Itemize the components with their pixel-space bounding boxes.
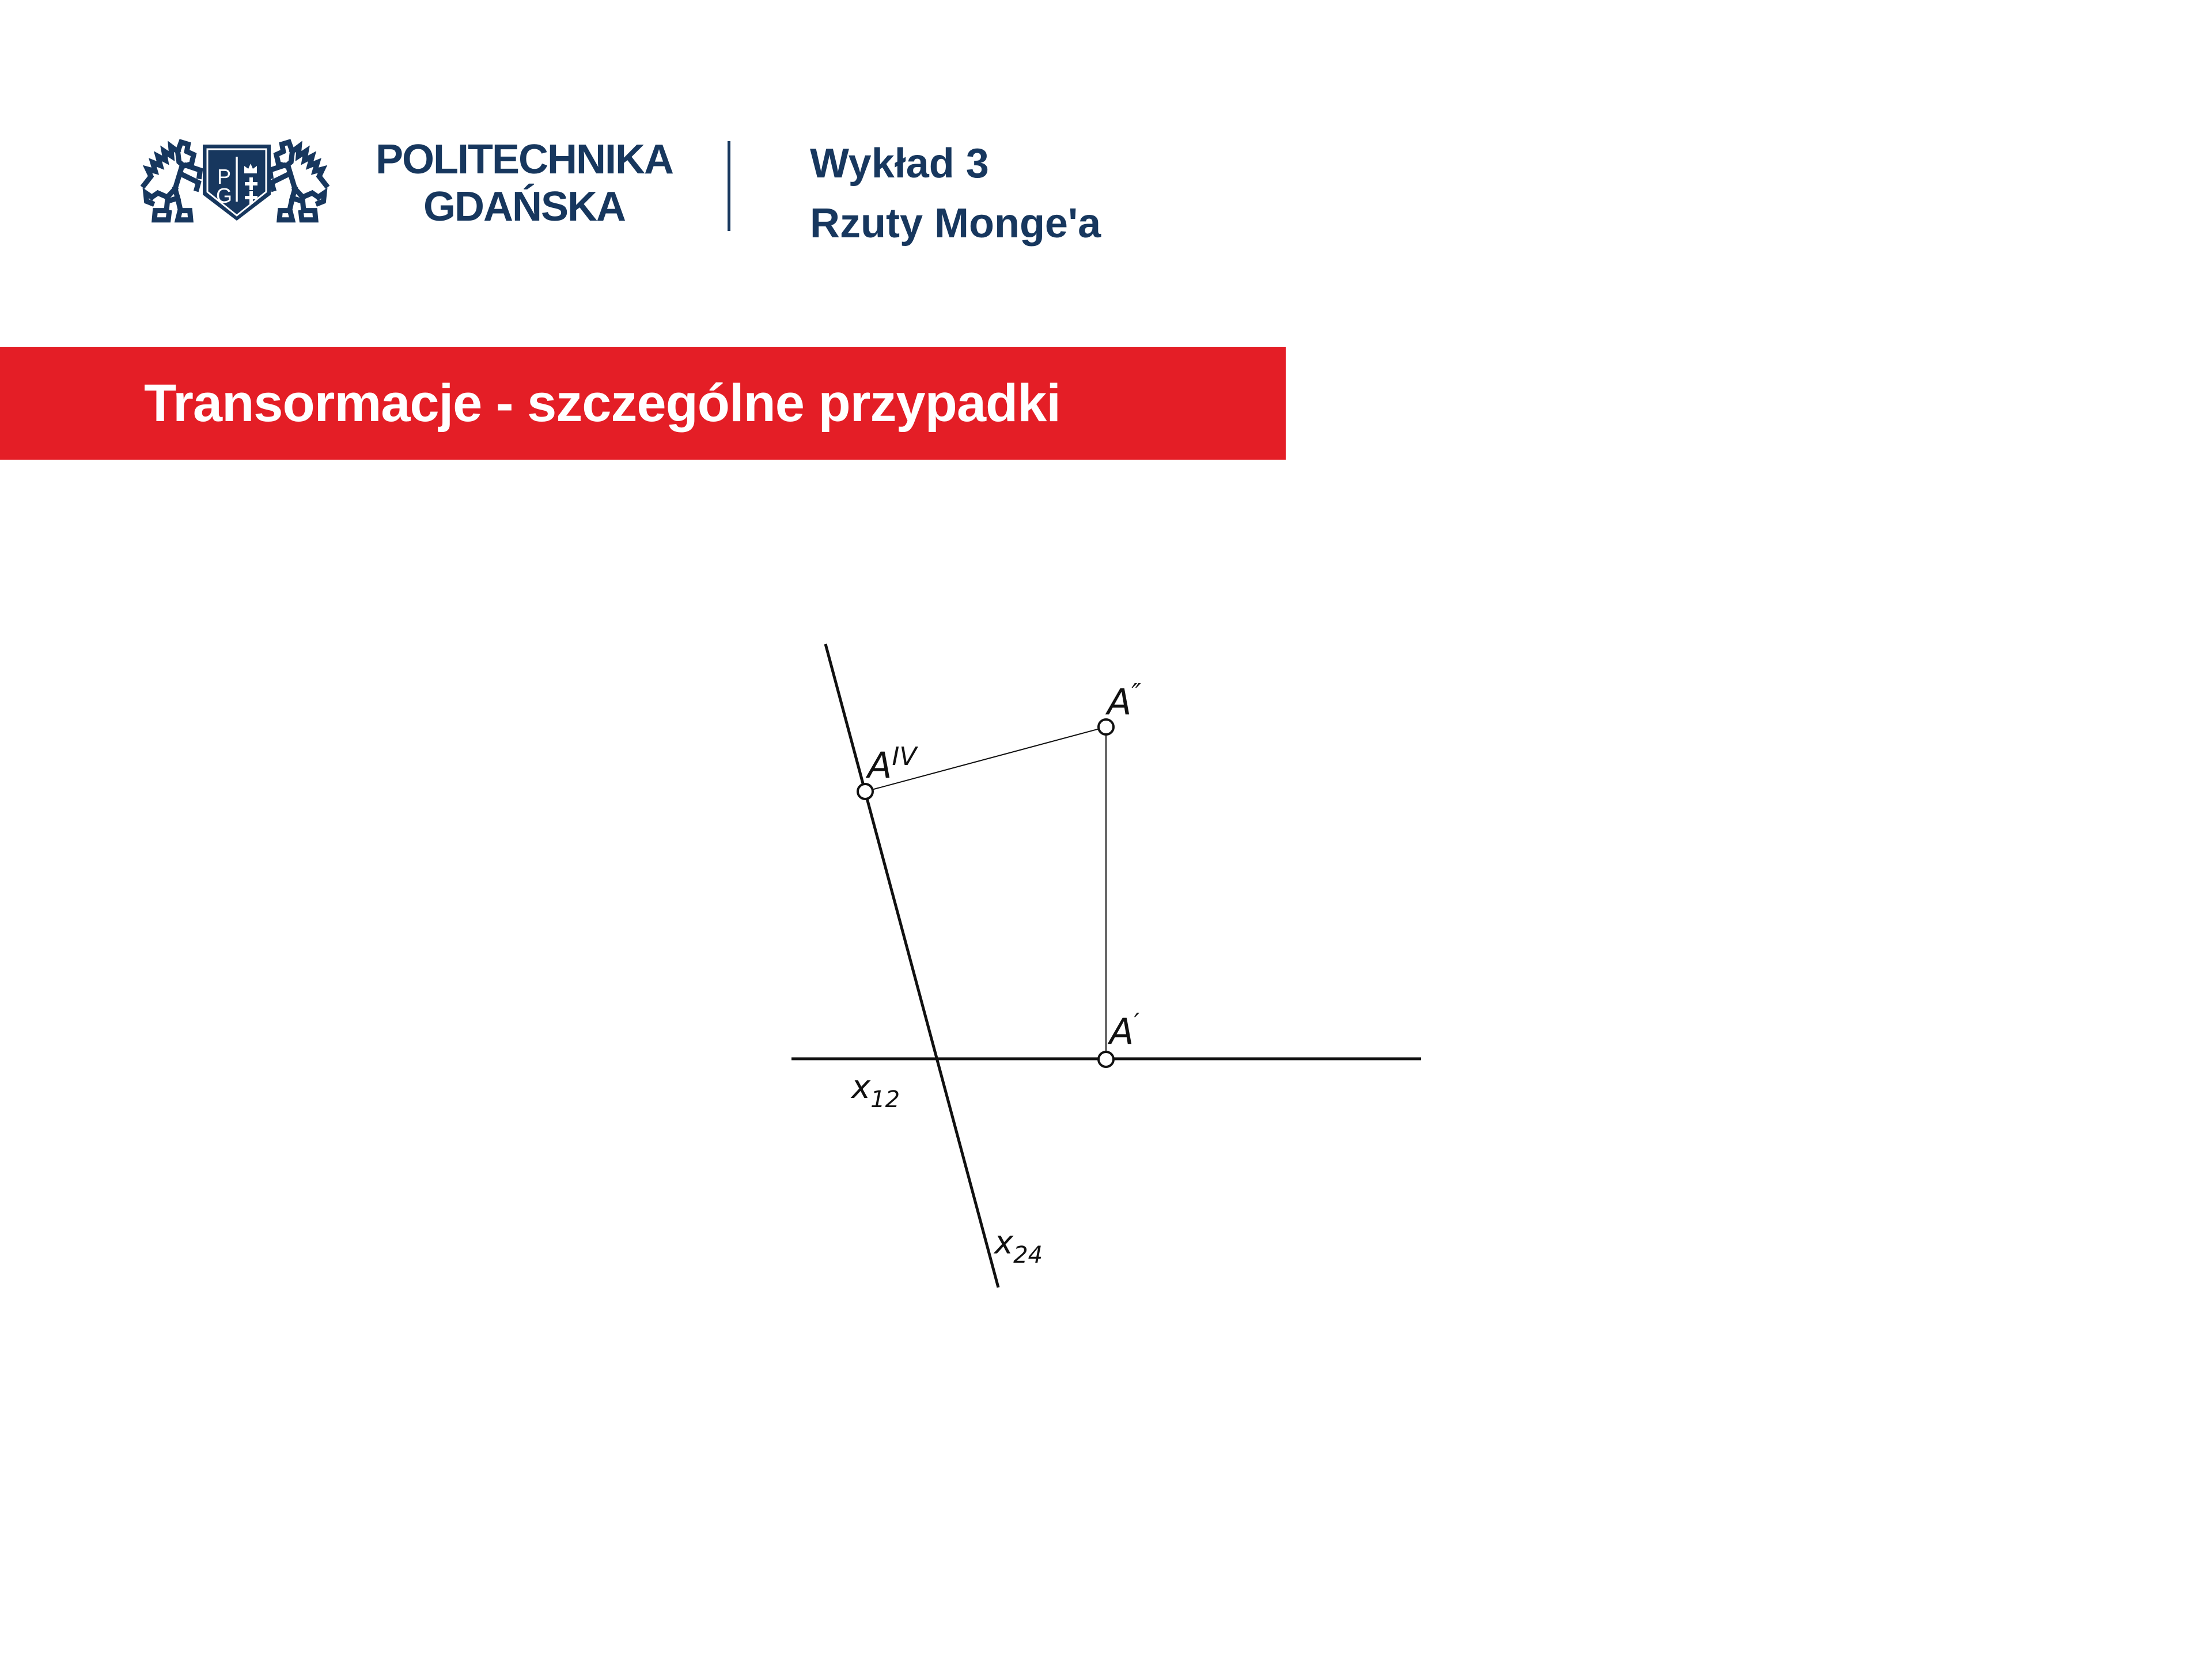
- lecture-title-line1: Wykład 3: [810, 141, 989, 187]
- point-A-fourth-label: $A^{IV}$: [868, 742, 917, 786]
- university-name-line2: GDAŃSKA: [423, 184, 625, 230]
- label-x12: $x_{12}$: [851, 1069, 900, 1113]
- section-banner-title: Transormacje - szczególne przypadki: [144, 373, 1060, 433]
- point-A-second-label: A″: [1107, 679, 1141, 723]
- shield-letter-p: P: [217, 165, 232, 188]
- university-name-line1: POLITECHNIKA: [376, 137, 673, 183]
- shield-letter-g: G: [215, 184, 233, 207]
- label-x24: $x_{24}$: [994, 1224, 1043, 1268]
- axis-x24: [825, 644, 998, 1287]
- point-A-first: [1099, 1052, 1113, 1067]
- lecture-title-line2: Rzuty Monge'a: [810, 200, 1101, 247]
- point-A-first-label: A′: [1109, 1008, 1140, 1052]
